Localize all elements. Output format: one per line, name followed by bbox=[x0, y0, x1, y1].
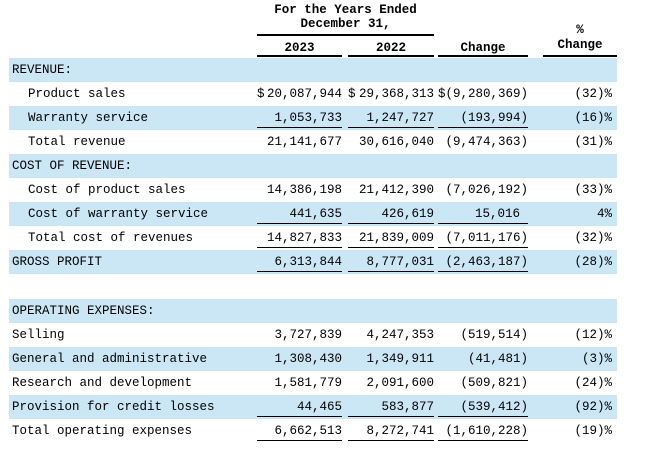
column-gap bbox=[528, 82, 543, 106]
value-2022: 1,349,911 bbox=[366, 352, 434, 366]
table-row-cost-of-warranty-service bbox=[9, 202, 617, 226]
cell-change bbox=[438, 226, 528, 250]
col-header-pct-change bbox=[543, 23, 617, 57]
column-gap bbox=[528, 250, 543, 274]
row-label: Selling bbox=[12, 328, 65, 342]
table-row-selling bbox=[9, 323, 617, 347]
column-gap bbox=[528, 154, 543, 178]
cell-change bbox=[438, 250, 528, 274]
cell-pct-change: (3)% bbox=[581, 352, 612, 366]
row-label: GROSS PROFIT bbox=[12, 255, 103, 269]
row-label: Total operating expenses bbox=[12, 424, 193, 438]
cell-2023 bbox=[257, 323, 342, 347]
currency-symbol: $ bbox=[438, 87, 446, 101]
cell-2022 bbox=[348, 371, 434, 395]
value-2023: 6,662,513 bbox=[274, 424, 342, 438]
row-label: Cost of warranty service bbox=[28, 207, 209, 221]
table-row-general-and-administrative bbox=[9, 347, 617, 371]
cell-2023 bbox=[257, 130, 342, 154]
value-change: (2,463,187) bbox=[445, 255, 528, 269]
cell-2023 bbox=[257, 250, 342, 274]
cell-2022 bbox=[348, 130, 434, 154]
value-change: (41,481) bbox=[467, 352, 528, 366]
cell-pct-change: (12)% bbox=[574, 328, 612, 342]
cell-pct-change: (92)% bbox=[574, 400, 612, 414]
cell-2022 bbox=[348, 250, 434, 274]
column-gap bbox=[528, 178, 543, 202]
value-change: (519,514) bbox=[460, 328, 528, 342]
value-2023: 1,308,430 bbox=[274, 352, 342, 366]
cell-pct-change bbox=[543, 299, 617, 323]
col-header-pct-line2: Change bbox=[557, 38, 603, 52]
value-2023: 14,827,833 bbox=[266, 231, 342, 245]
row-label: Research and development bbox=[12, 376, 193, 390]
cell-change bbox=[438, 395, 528, 419]
value-2022: 29,368,313 bbox=[358, 87, 434, 101]
cell-2022 bbox=[348, 395, 434, 419]
cell-2022 bbox=[348, 299, 434, 323]
cell-2023 bbox=[257, 106, 342, 130]
cell-change bbox=[438, 178, 528, 202]
cell-2022 bbox=[348, 226, 434, 250]
value-change: (1,610,228) bbox=[445, 424, 528, 438]
cell-change bbox=[438, 202, 528, 226]
value-change: (193,994) bbox=[460, 111, 528, 125]
column-gap bbox=[528, 371, 543, 395]
cell-change bbox=[438, 419, 528, 443]
cell-2022 bbox=[348, 82, 434, 106]
cell-pct-change bbox=[543, 58, 617, 82]
cell-pct-change: (19)% bbox=[574, 424, 612, 438]
value-2022: 426,619 bbox=[381, 207, 434, 221]
cell-2022 bbox=[348, 202, 434, 226]
table-row-product-sales bbox=[9, 82, 617, 106]
cell-2023 bbox=[257, 371, 342, 395]
row-label: Provision for credit losses bbox=[12, 400, 215, 414]
column-gap bbox=[528, 226, 543, 250]
cell-2022 bbox=[348, 154, 434, 178]
column-gap bbox=[528, 130, 543, 154]
cell-2023 bbox=[257, 154, 342, 178]
value-2023: 1,581,779 bbox=[274, 376, 342, 390]
column-gap bbox=[528, 106, 543, 130]
row-label: REVENUE: bbox=[12, 63, 73, 77]
table-row-cost-of-revenue-section bbox=[9, 154, 617, 178]
cell-pct-change: 4% bbox=[596, 207, 612, 221]
cell-pct-change: (28)% bbox=[574, 255, 612, 269]
column-gap bbox=[528, 323, 543, 347]
value-2023: 6,313,844 bbox=[274, 255, 342, 269]
row-label: Total revenue bbox=[28, 135, 126, 149]
cell-pct-change: (32)% bbox=[574, 87, 612, 101]
table-body bbox=[9, 58, 617, 443]
cell-2022 bbox=[348, 347, 434, 371]
column-gap bbox=[528, 58, 543, 82]
row-label: General and administrative bbox=[12, 352, 208, 366]
value-change: (9,280,369) bbox=[445, 87, 529, 101]
cell-change bbox=[438, 82, 528, 106]
cell-2023 bbox=[257, 178, 342, 202]
cell-2023 bbox=[257, 347, 342, 371]
cell-change bbox=[438, 58, 528, 82]
cell-change bbox=[438, 347, 528, 371]
table-row-total-revenue bbox=[9, 130, 617, 154]
cell-2023 bbox=[257, 226, 342, 250]
cell-change bbox=[438, 371, 528, 395]
cell-2023 bbox=[257, 395, 342, 419]
cell-change bbox=[438, 323, 528, 347]
value-2023: 21,141,677 bbox=[266, 135, 342, 149]
cell-pct-change: (24)% bbox=[574, 376, 612, 390]
cell-2022 bbox=[348, 419, 434, 443]
table-row-warranty-service bbox=[9, 106, 617, 130]
cell-change bbox=[438, 299, 528, 323]
cell-pct-change bbox=[543, 154, 617, 178]
cell-2022 bbox=[348, 106, 434, 130]
column-gap bbox=[528, 299, 543, 323]
cell-pct-change: (33)% bbox=[574, 183, 612, 197]
value-2022: 1,247,727 bbox=[366, 111, 434, 125]
col-header-2022: 2022 bbox=[348, 40, 434, 57]
value-2022: 30,616,040 bbox=[358, 135, 434, 149]
value-change: (7,026,192) bbox=[445, 183, 528, 197]
cell-2022 bbox=[348, 58, 434, 82]
col-header-change: Change bbox=[438, 40, 528, 57]
value-change: (9,474,363) bbox=[445, 135, 528, 149]
cell-change bbox=[438, 106, 528, 130]
value-change: (7,011,176) bbox=[445, 231, 528, 245]
value-2023: 441,635 bbox=[289, 207, 342, 221]
value-2022: 4,247,353 bbox=[366, 328, 434, 342]
table-row-operating-expenses-section bbox=[9, 299, 617, 323]
column-gap bbox=[528, 395, 543, 419]
value-change: 15,016 bbox=[474, 207, 520, 221]
value-change: (539,412) bbox=[460, 400, 528, 414]
period-header-line1: For the Years Ended bbox=[274, 3, 417, 17]
table-row-research-and-development bbox=[9, 371, 617, 395]
table-row-revenue-section bbox=[9, 58, 617, 82]
currency-symbol: $ bbox=[257, 87, 265, 101]
row-label: Product sales bbox=[28, 87, 126, 101]
cell-2023 bbox=[257, 299, 342, 323]
row-label: Total cost of revenues bbox=[28, 231, 194, 245]
cell-change bbox=[438, 154, 528, 178]
cell-2022 bbox=[348, 178, 434, 202]
column-gap bbox=[528, 202, 543, 226]
table-row-total-cost-of-revenues bbox=[9, 226, 617, 250]
value-2023: 3,727,839 bbox=[274, 328, 342, 342]
cell-change bbox=[438, 130, 528, 154]
table-row-cost-of-product-sales bbox=[9, 178, 617, 202]
cell-2023 bbox=[257, 419, 342, 443]
cell-2022 bbox=[348, 323, 434, 347]
value-2022: 21,839,009 bbox=[358, 231, 434, 245]
period-header-line2: December 31, bbox=[300, 17, 391, 31]
spacer-row bbox=[9, 274, 617, 299]
cell-pct-change: (31)% bbox=[574, 135, 612, 149]
cell-2023 bbox=[257, 82, 342, 106]
column-gap bbox=[528, 419, 543, 443]
currency-symbol: $ bbox=[348, 87, 356, 101]
financial-table bbox=[9, 0, 617, 443]
value-2022: 8,777,031 bbox=[366, 255, 434, 269]
cell-2023 bbox=[257, 202, 342, 226]
value-2022: 8,272,741 bbox=[366, 424, 434, 438]
value-2022: 21,412,390 bbox=[358, 183, 434, 197]
row-label: Warranty service bbox=[28, 111, 149, 125]
table-header bbox=[9, 0, 617, 58]
cell-2023 bbox=[257, 58, 342, 82]
column-gap bbox=[528, 347, 543, 371]
value-change: (509,821) bbox=[460, 376, 528, 390]
cell-pct-change: (16)% bbox=[574, 111, 612, 125]
value-2022: 583,877 bbox=[381, 400, 434, 414]
row-label: Cost of product sales bbox=[28, 183, 186, 197]
table-row-provision-for-credit-losses bbox=[9, 395, 617, 419]
value-2023: 1,053,733 bbox=[274, 111, 342, 125]
period-header bbox=[257, 3, 434, 36]
cell-pct-change: (32)% bbox=[574, 231, 612, 245]
table-row-gross-profit bbox=[9, 250, 617, 274]
table-row-total-operating-expenses bbox=[9, 419, 617, 443]
value-2023: 14,386,198 bbox=[266, 183, 342, 197]
value-2023: 20,087,944 bbox=[266, 87, 342, 101]
row-label: COST OF REVENUE: bbox=[12, 159, 133, 173]
value-2023: 44,465 bbox=[296, 400, 342, 414]
row-label: OPERATING EXPENSES: bbox=[12, 304, 155, 318]
col-header-2023: 2023 bbox=[257, 40, 342, 57]
col-header-pct-line1: % bbox=[576, 23, 584, 37]
value-2022: 2,091,600 bbox=[366, 376, 434, 390]
